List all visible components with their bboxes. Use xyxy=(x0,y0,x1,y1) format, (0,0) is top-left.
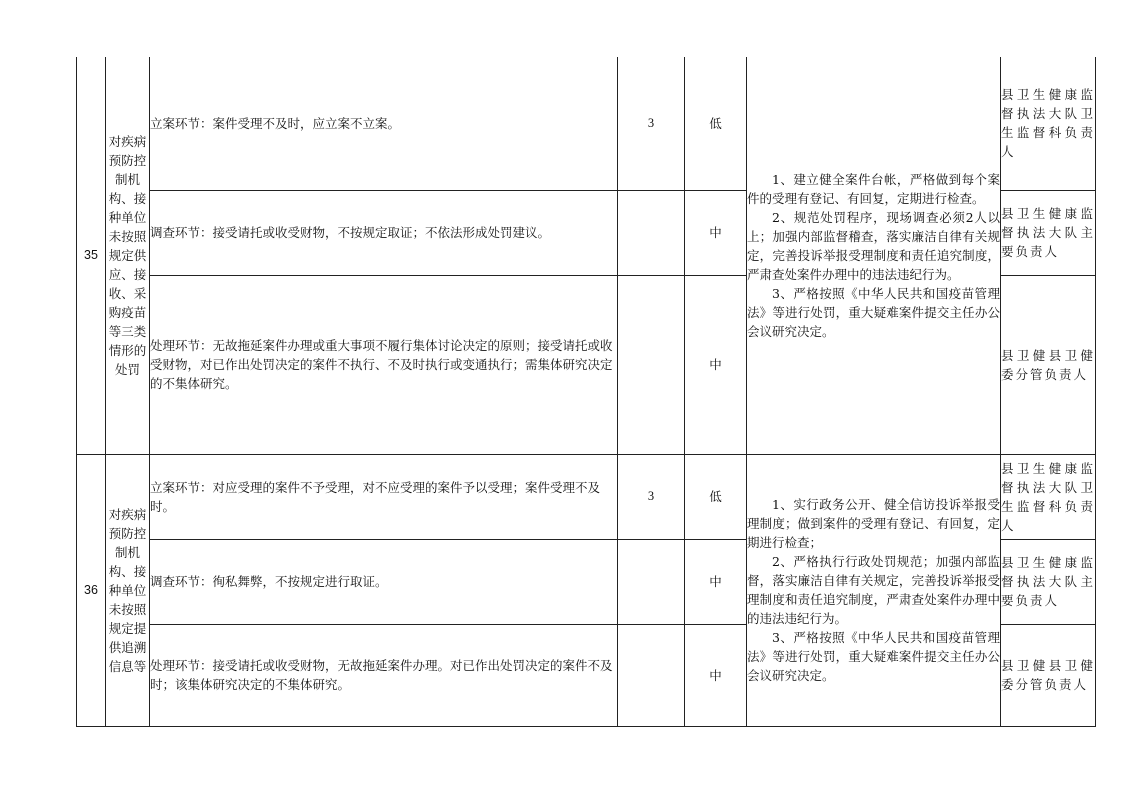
measure-item: 2、规范处罚程序，现场调查必须2人以上；加强内部监督稽查，落实廉洁自律有关规定，完善投诉举报受理制度和责任追究制度，严肃查处案件办理中的违法违纪行为。 xyxy=(747,209,1000,282)
risk-table xyxy=(76,57,1096,727)
risk-level: 低 xyxy=(685,454,747,539)
measure-item: 2、严格执行行政处罚规范；加强内部监督，落实廉洁自律有关规定，完善投诉举报受理制度和责任追究制度，严肃查处案件办理中的违法违纪行为。 xyxy=(747,554,1000,626)
risk-level: 中 xyxy=(685,190,747,275)
risk-level: 中 xyxy=(685,624,747,726)
table-row xyxy=(77,454,1096,539)
responsible-person: 县卫生健康监督执法大队主要负责人 xyxy=(1001,190,1096,275)
stage-description: 立案环节：案件受理不及时，应立案不立案。 xyxy=(150,57,618,190)
risk-points xyxy=(618,190,685,275)
risk-level: 低 xyxy=(685,57,747,190)
responsible-person: 县卫生健康监督执法大队卫生监督科负责人 xyxy=(1001,57,1096,190)
risk-points xyxy=(618,539,685,624)
responsible-person: 县卫生健康监督执法大队卫生监督科负责人 xyxy=(1001,454,1096,539)
prevention-measures xyxy=(747,57,1001,454)
table-row xyxy=(77,57,1096,190)
row-index: 35 xyxy=(77,57,106,454)
risk-points xyxy=(618,275,685,454)
item-name: 对疾病预防控制机构、接种单位未按照规定供应、接收、采购疫苗等三类情形的处罚 xyxy=(106,57,150,454)
row-index: 36 xyxy=(77,454,106,726)
risk-points xyxy=(618,624,685,726)
measure-item: 3、严格按照《中华人民共和国疫苗管理法》等进行处罚，重大疑难案件提交主任办公会议研究决定。 xyxy=(747,630,1000,683)
stage-description: 调查环节：徇私舞弊，不按规定进行取证。 xyxy=(150,539,618,624)
responsible-person: 县卫健县卫健委分管负责人 xyxy=(1001,275,1096,454)
risk-level: 中 xyxy=(685,539,747,624)
stage-description: 立案环节：对应受理的案件不予受理，对不应受理的案件予以受理；案件受理不及时。 xyxy=(150,454,618,539)
measure-item: 3、严格按照《中华人民共和国疫苗管理法》等进行处罚，重大疑难案件提交主任办公会议研究决定。 xyxy=(747,285,1000,339)
measure-item: 1、建立健全案件台帐，严格做到每个案件的受理有登记、有回复，定期进行检查。 xyxy=(747,171,1000,206)
risk-points: 3 xyxy=(618,454,685,539)
measure-item: 1、实行政务公开、健全信访投诉举报受理制度；做到案件的受理有登记、有回复，定期进行检查； xyxy=(747,497,1000,550)
item-name: 对疾病预防控制机构、接种单位未按照规定提供追溯信息等 xyxy=(106,454,150,726)
stage-description: 处理环节：接受请托或收受财物，无故拖延案件办理。对已作出处罚决定的案件不及时；该集体研究决定的不集体研究。 xyxy=(150,624,618,726)
risk-points: 3 xyxy=(618,57,685,190)
responsible-person: 县卫生健康监督执法大队主要负责人 xyxy=(1001,539,1096,624)
stage-description: 调查环节：接受请托或收受财物，不按规定取证；不依法形成处罚建议。 xyxy=(150,190,618,275)
risk-level: 中 xyxy=(685,275,747,454)
responsible-person: 县卫健县卫健委分管负责人 xyxy=(1001,624,1096,726)
stage-description: 处理环节：无故拖延案件办理或重大事项不履行集体讨论决定的原则；接受请托或收受财物，对已作出处罚决定的案件不执行、不及时执行或变通执行；需集体研究决定的不集体研究。 xyxy=(150,275,618,454)
prevention-measures xyxy=(747,454,1001,726)
